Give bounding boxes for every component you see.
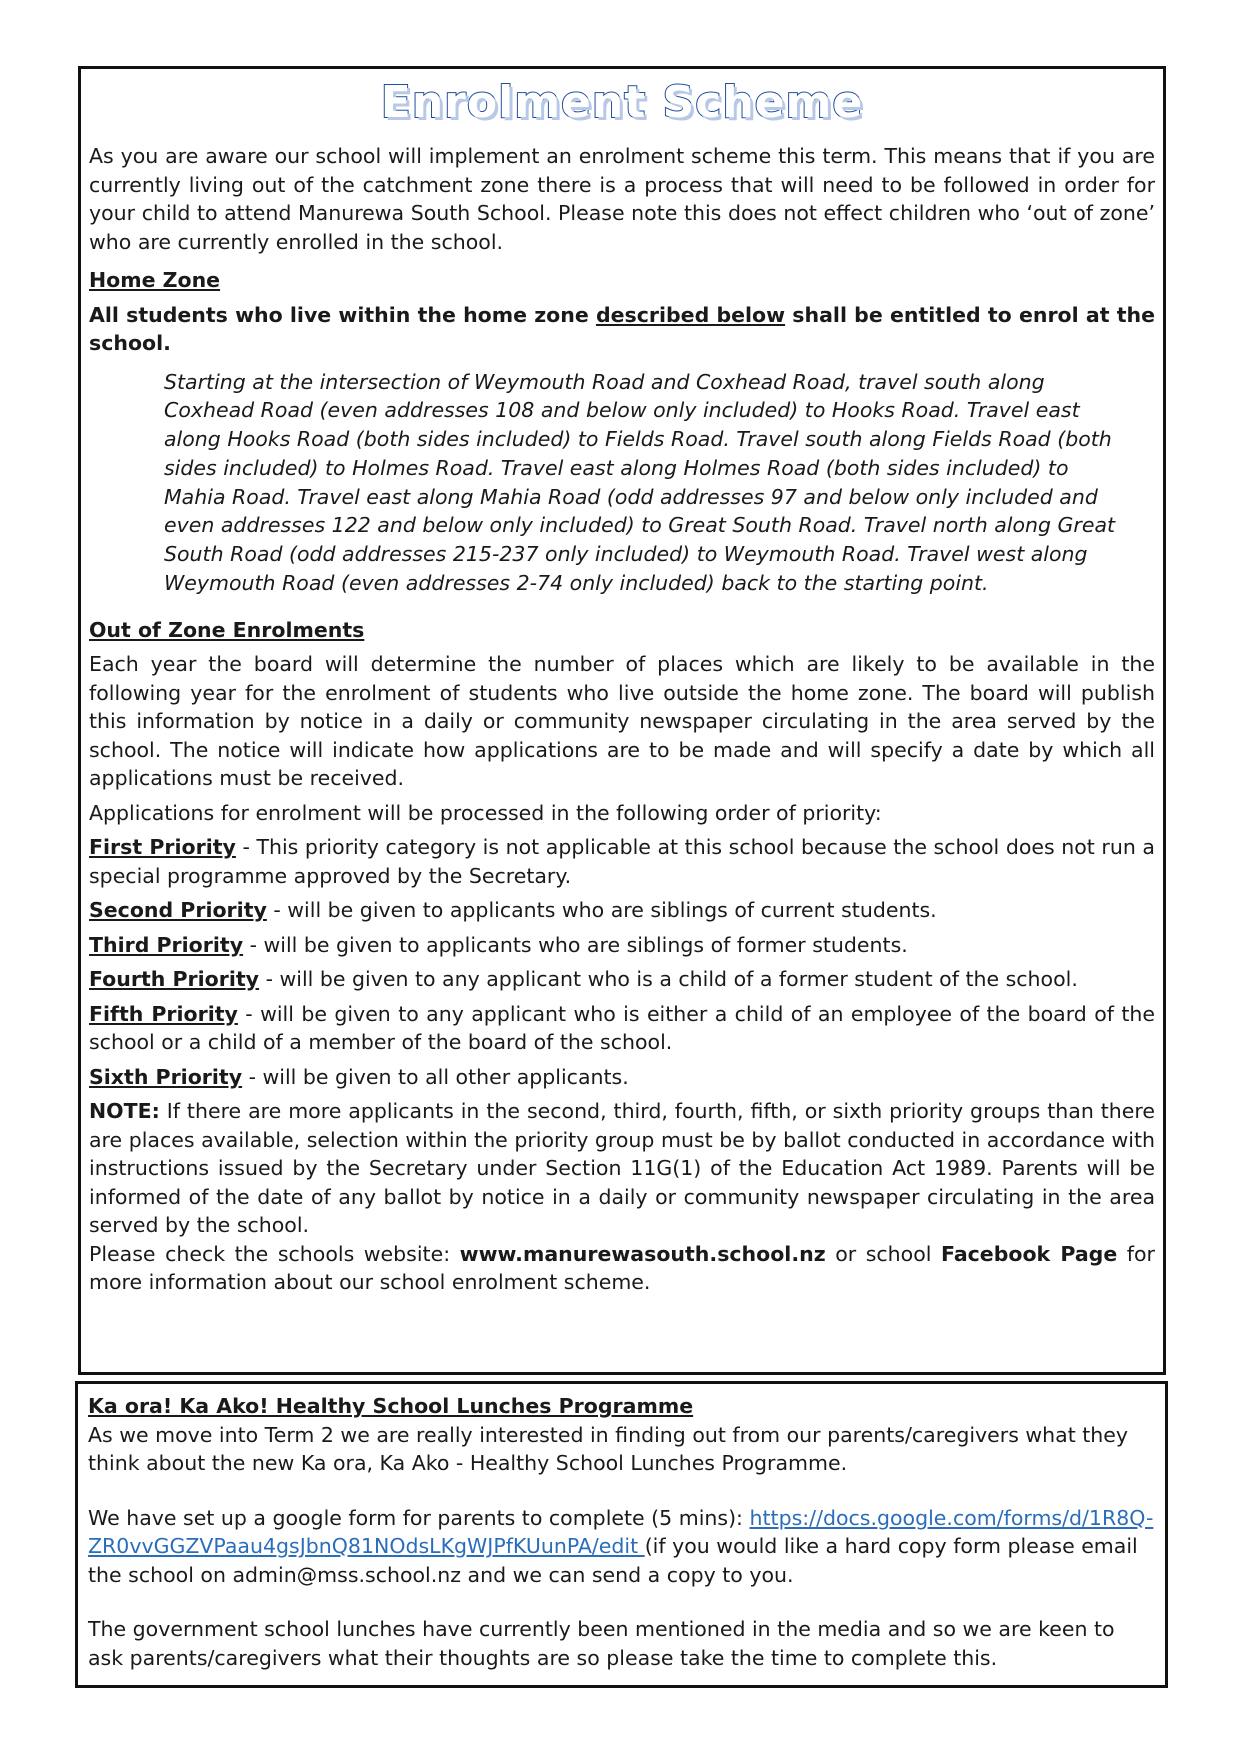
google-form-link[interactable]: https://docs.google.com/forms/d/1R8Q-ZR0vvGGZVPaau4gsJbnQ81NOdsLKgWJPfKUunPA/edit	[88, 1505, 1154, 1558]
website-post: for more information about our school enrolment scheme.	[89, 1241, 1155, 1295]
home-zone-heading: Home Zone	[89, 268, 221, 292]
priority-text: - will be given to all other applicants.	[242, 1064, 629, 1089]
form-intro: We have set up a google form for parents to complete (5 mins):	[88, 1505, 750, 1530]
lunches-heading: Ka ora! Ka Ako! Healthy School Lunches Programme	[88, 1394, 694, 1418]
form-outro: (if you would like a hard copy form please email the school on admin@mss.school.nz and we can send a copy to you.	[88, 1534, 1138, 1587]
note-paragraph	[89, 1097, 1155, 1240]
school-lunches-box	[75, 1381, 1168, 1688]
priority-item	[89, 965, 1155, 994]
spacer	[88, 1478, 1155, 1504]
lunches-para-3: The government school lunches have currently been mentioned in the media and so we are keen to ask parents/caregivers what their thoughts are so please take the time to complete this.	[88, 1617, 1115, 1670]
enrolment-scheme-box	[78, 66, 1166, 1375]
out-of-zone-heading: Out of Zone Enrolments	[89, 617, 365, 642]
website-mid: or school	[825, 1241, 942, 1266]
out-of-zone-text: Each year the board will determine the number of places which are likely to be available in the following year for the enrolment of students who live outside the home zone. The board will publish this information by notice in a daily or community newspaper circulating in the area served by the school. The notice will indicate how applications are to be made and will specify a date by which all applications must be received.	[89, 652, 1155, 791]
priority-text: - This priority category is not applicable at this school because the school does not run a special programme approved by the Secretary.	[89, 835, 1155, 888]
priority-text: - will be given to any applicant who is either a child of an employee of the board of the school or a child of a member of the board of the school.	[89, 1001, 1155, 1055]
priority-label: Third Priority	[89, 932, 244, 957]
priority-text: - will be given to applicants who are siblings of current students.	[266, 898, 937, 923]
spacer	[88, 1589, 1155, 1615]
priority-text: - will be given to applicants who are siblings of former students.	[243, 932, 908, 957]
priority-label: Fourth Priority	[89, 967, 260, 992]
enrolment-title: Enrolment Scheme	[380, 77, 864, 128]
priority-intro: Applications for enrolment will be processed in the following order of priority:	[89, 800, 882, 825]
facebook-page[interactable]: Facebook Page	[941, 1241, 1118, 1266]
note-label: NOTE:	[89, 1099, 160, 1124]
intro-paragraph: As you are aware our school will implement an enrolment scheme this term. This means that if you are currently living out of the catchment zone there is a process that will need to be followed in order for your child to attend Manurewa South School. Please note this does not effect children who ‘out of zone’ who are currently enrolled in the school.	[89, 144, 1155, 254]
home-zone-lead-end: shall be entitled to enrol at the school.	[89, 302, 1155, 355]
priority-text: - will be given to any applicant who is a child of a former student of the school.	[259, 967, 1078, 992]
priority-label: Second Priority	[89, 898, 267, 923]
priority-item	[89, 1063, 1155, 1092]
priority-item	[89, 931, 1155, 960]
website-paragraph	[89, 1240, 1155, 1297]
priority-item	[89, 896, 1155, 925]
website-url[interactable]: www.manurewasouth.school.nz	[459, 1241, 826, 1266]
home-zone-lead	[89, 301, 1155, 358]
priority-label: Fifth Priority	[89, 1001, 238, 1026]
described-below-link: described below	[595, 302, 786, 327]
home-zone-lead-start: All students who live within the home zone	[89, 302, 596, 327]
priority-label: First Priority	[89, 835, 236, 860]
priority-item	[89, 1000, 1155, 1057]
zone-description: Starting at the intersection of Weymouth Road and Coxhead Road, travel south along Coxhead Road (even addresses 108 and below only included) to Hooks Road. Travel east along Hooks Road (both sides included) to Fields Road. Travel south along Fields Road (both sides included) to Holmes Road. Travel east along Holmes Road (both sides included) to Mahia Road. Travel east along Mahia Road (odd addresses 97 and below only included and even addresses 122 and below only included) to Great South Road. Travel north along Great South Road (odd addresses 215-237 only included) to Weymouth Road. Travel west along Weymouth Road (even addresses 2-74 only included) back to the starting point.	[164, 369, 1116, 596]
priority-label: Sixth Priority	[89, 1064, 243, 1089]
lunches-para-1: As we move into Term 2 we are really interested in finding out from our parents/caregivers what they think about the new Ka ora, Ka Ako - Healthy School Lunches Programme.	[88, 1422, 1129, 1475]
note-text: If there are more applicants in the second, third, fourth, fifth, or sixth priority groups than there are places available, selection within the priority group must be by ballot conducted in accordance with instructions issued by the Secretary under Section 11G(1) of the Education Act 1989. Parents will be informed of the date of any ballot by notice in a daily or community newspaper circulating in the area served by the school.	[89, 1099, 1155, 1238]
lunches-para-2	[88, 1504, 1155, 1590]
website-pre: Please check the schools website:	[89, 1241, 460, 1266]
priority-item	[89, 833, 1155, 890]
